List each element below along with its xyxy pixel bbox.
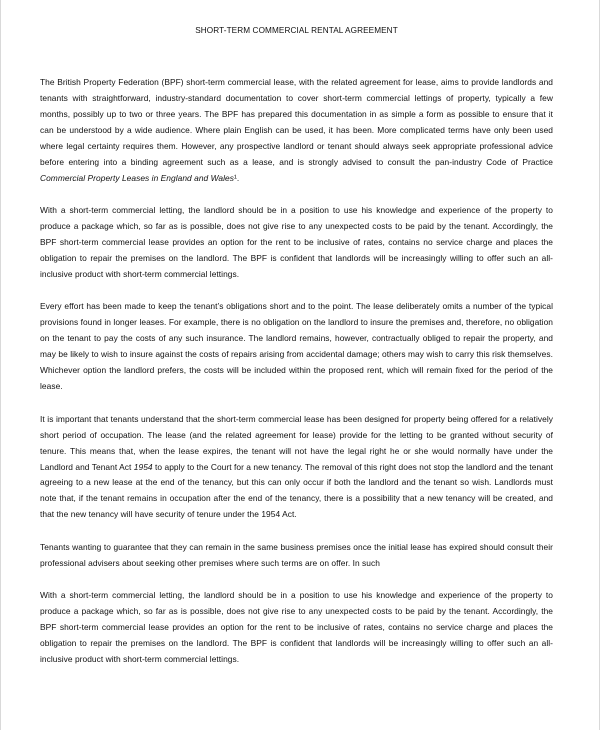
code-of-practice-title: Commercial Property Leases in England and Wales (40, 172, 234, 183)
paragraph-security-of-tenure (40, 412, 553, 524)
paragraph-tenants-guarantee: Tenants wanting to guarantee that they can remain in the same business premises once the initial lease has expired should consult their professional advisers about seeking other premises where such terms are on offer. In such (40, 541, 553, 568)
paragraph-security-text: It is important that tenants understand that the short-term commercial lease has been designed for property being offered for a relatively short period of occupation. The lease (and the related agreement for lease) provide for the letting to be granted without security of tenure. This means that, when the lease expires, the tenant will not have the legal right he or she would normally have under the Landlord and Tenant Act (40, 413, 553, 472)
paragraph-security-end: to apply to the Court for a new tenancy. The removal of this right does not stop the landlord and the tenant agreeing to a new lease at the end of the tenancy, but this can only occur if both the landlord and the tenant so wish. Landlords must note that, if the tenant remains in occupation after the end of the tenancy, there is a possibility that a new tenancy will be created, and that the new tenancy will have security of tenure under the 1954 Act. (40, 461, 553, 520)
paragraph-intro-end: ¹. (234, 172, 240, 183)
document-title: SHORT-TERM COMMERCIAL RENTAL AGREEMENT (195, 26, 398, 35)
paragraph-package: With a short-term commercial letting, the landlord should be in a position to use his knowledge and experience of the property to produce a package which, so far as is possible, does not give rise to any unexpected costs to be paid by the tenant. Accordingly, the BPF short-term commercial lease provides an option for the rent to be inclusive of rates, contains no service charge and places the obligation to repair the premises on the landlord. The BPF is confident that landlords will be increasingly willing to offer such an all-inclusive product with short-term commercial lettings. (40, 205, 553, 279)
paragraph-obligations: Every effort has been made to keep the tenant’s obligations short and to the point. The lease deliberately omits a number of the typical provisions found in longer leases. For example, there is no obligation on the landlord to insure the premises and, therefore, no obligation on the tenant to pay the costs of any such insurance. The landlord remains, however, contractually obliged to repair the property, and may be likely to wish to insure against the costs of repairs arising from accidental damage; others may wish to carry this risk themselves. Whichever option the landlord prefers, the costs will be included within the proposed rent, which will remain fixed for the period of the lease. (40, 301, 553, 392)
paragraph-package-repeat: With a short-term commercial letting, the landlord should be in a position to use his knowledge and experience of the property to produce a package which, so far as is possible, does not give rise to any unexpected costs to be paid by the tenant. Accordingly, the BPF short-term commercial lease provides an option for the rent to be inclusive of rates, contains no service charge and places the obligation to repair the premises on the landlord. The BPF is confident that landlords will be increasingly willing to offer such an all-inclusive product with short-term commercial lettings. (40, 590, 553, 665)
paragraph-intro (40, 75, 553, 187)
document-body (40, 24, 553, 685)
act-year: 1954 (133, 461, 153, 472)
paragraph-intro-text: The British Property Federation (BPF) short-term commercial lease, with the related agreement for lease, aims to provide landlords and tenants with straightforward, industry-standard documentation to cover short-term commercial lettings of property, typically a few months, possibly up to two or three years. The BPF has prepared this documentation in as simple a form as possible to ensure that it can be understood by a wide audience. Where plain English can be used, it has been. More complicated terms have only been used where legal certainty requires them. However, any prospective landlord or tenant should always seek appropriate professional advice before entering into a binding agreement such as a lease, and is strongly advised to consult the pan-industry Code of Practice (40, 77, 553, 167)
